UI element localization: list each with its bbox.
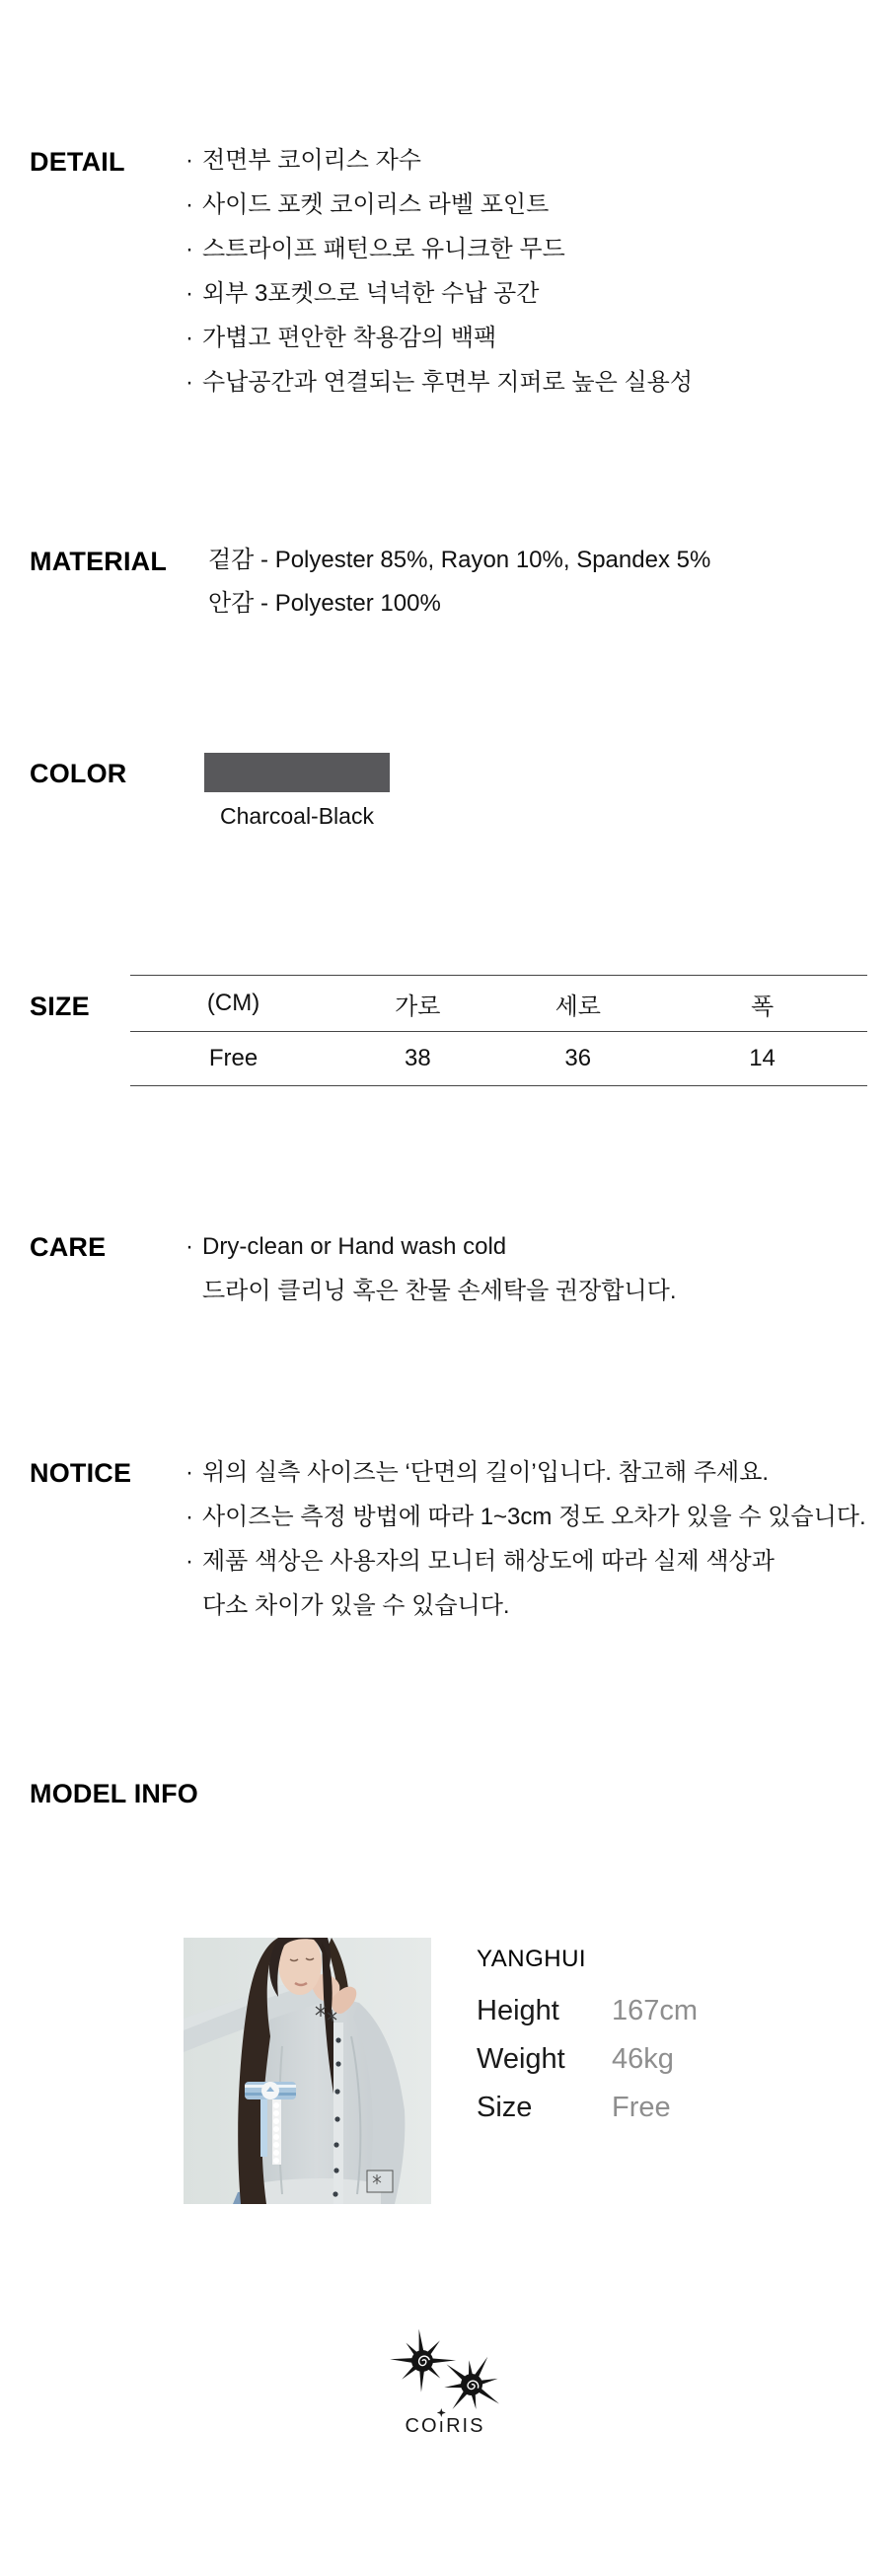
bullet-dot: · [185,1548,193,1575]
size-col-header: (CM) [130,976,336,1032]
color-swatch [204,753,390,792]
bullet-dot: · [185,191,193,218]
bullet-dot: · [185,1504,193,1530]
size-col-header: 가로 [336,976,498,1032]
notice-item-text: 위의 실측 사이즈는 ‘단면의 길이’입니다. 참고해 주세요. [202,1459,770,1486]
size-table-header-row [130,976,867,1032]
notice-section-title: NOTICE [30,1458,132,1488]
bullet-dot: · [185,369,193,396]
detail-item-text: 수납공간과 연결되는 후면부 지퍼로 높은 실용성 [202,369,694,396]
care-section-title: CARE [30,1232,107,1262]
detail-bullet-list [185,138,693,405]
brand-text-left: CO [405,2415,439,2437]
bullet-dot: · [185,147,193,174]
color-section-title: COLOR [30,759,127,788]
model-photo-illustration [184,1938,431,2204]
size-cell: 36 [498,1032,657,1086]
model-info-row [477,2092,812,2127]
list-item [185,138,693,183]
material-lining-fabric: 안감 - Polyester 100% [208,590,441,617]
detail-item-text: 전면부 코이리스 자수 [202,147,421,174]
star-tittle-icon [437,2408,446,2417]
model-weight-value: 46kg [612,2043,674,2075]
notice-item-text: 제품 색상은 사용자의 모니터 해상도에 따라 실제 색상과 [202,1548,775,1575]
notice-continuation-text: 다소 차이가 있을 수 있습니다. [202,1592,510,1619]
model-name: YANGHUI [477,1946,587,1972]
detail-item-text: 사이드 포켓 코이리스 라벨 포인트 [202,191,550,218]
size-table-data-row [130,1032,867,1086]
brand-wordmark [346,2415,544,2438]
size-section-title: SIZE [30,992,90,1021]
bullet-dot: · [185,236,193,262]
list-item [185,316,693,360]
model-height-label: Height [477,1995,559,2026]
detail-item-text: 스트라이프 패턴으로 유니크한 무드 [202,236,565,262]
spiky-stars-logo-icon [378,2328,506,2415]
model-info-row [477,1995,812,2030]
list-item [185,227,693,271]
bullet-dot: · [185,1459,193,1486]
model-size-value: Free [612,2092,671,2123]
brand-letter-i: ı [439,2415,447,2438]
bullet-dot: · [185,280,193,307]
list-item [185,271,693,316]
detail-item-text: 가볍고 편안한 착용감의 백팩 [202,325,497,351]
material-section-title: MATERIAL [30,547,168,576]
size-cell: 38 [336,1032,498,1086]
detail-item-text: 외부 3포켓으로 넉넉한 수납 공간 [202,280,540,307]
material-lines [208,539,710,626]
care-note: 드라이 클리닝 혹은 찬물 손세탁을 권장합니다. [202,1278,677,1304]
color-name: Charcoal-Black [220,803,374,829]
size-col-header: 세로 [498,976,657,1032]
size-cell: Free [130,1032,336,1086]
model-height-value: 167cm [612,1995,699,2026]
size-col-header: 폭 [657,976,867,1032]
list-item [185,183,693,227]
brand-text-right: RIS [446,2415,485,2437]
model-size-label: Size [477,2092,533,2123]
bullet-dot: · [185,1233,193,1260]
notice-item-text: 사이즈는 측정 방법에 따라 1~3cm 정도 오차가 있을 수 있습니다. [202,1504,866,1530]
model-weight-label: Weight [477,2043,565,2075]
list-item [185,1224,677,1269]
care-list [185,1224,677,1313]
bullet-dot: · [185,325,193,351]
size-cell: 14 [657,1032,867,1086]
model-photo [184,1938,431,2204]
brand-logo-mark [378,2328,506,2415]
model-info-section-title: MODEL INFO [30,1779,199,1808]
detail-section-title: DETAIL [30,147,125,177]
notice-list [185,1450,866,1628]
list-item [185,1450,866,1495]
pocket-label [367,2171,393,2192]
list-item [185,360,693,405]
size-table [130,975,867,1086]
list-item [185,1539,866,1583]
list-item [185,1495,866,1539]
model-info-row [477,2043,812,2079]
care-item-text: Dry-clean or Hand wash cold [202,1233,507,1260]
material-outer-fabric: 겉감 - Polyester 85%, Rayon 10%, Spandex 5% [208,547,711,573]
